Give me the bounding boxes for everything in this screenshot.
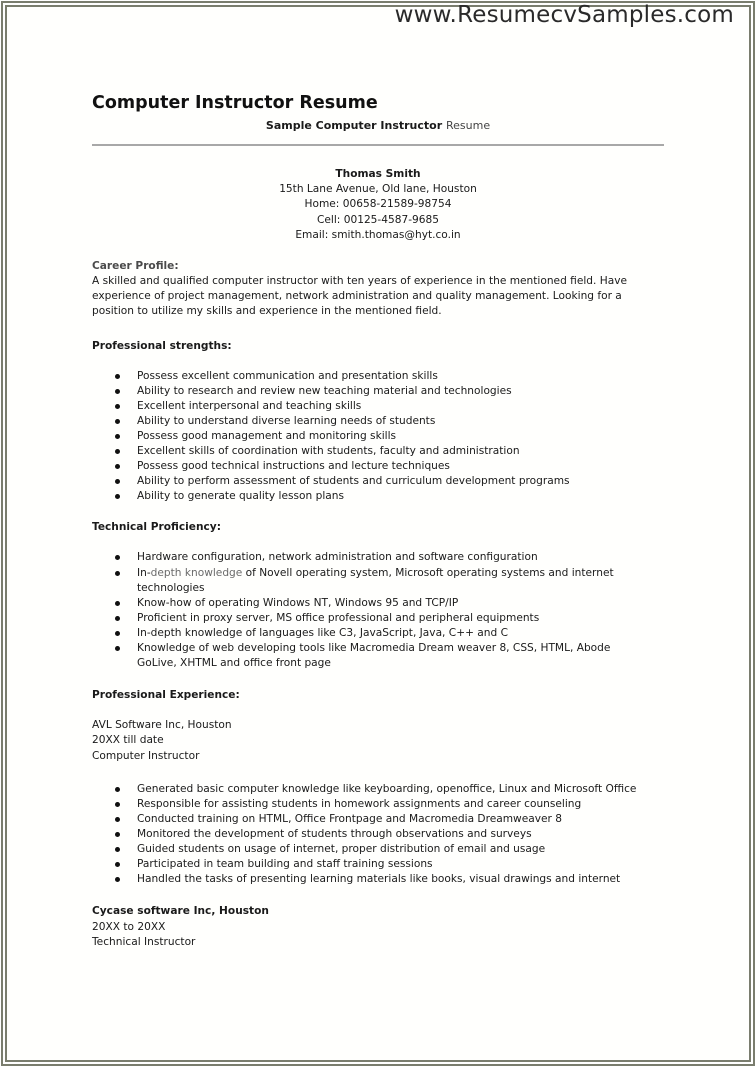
list-item: Participated in team building and staff training sessions [92, 857, 664, 872]
list-item: Possess good management and monitoring skills [92, 429, 664, 444]
experience-heading: Professional Experience: [92, 689, 240, 702]
strengths-list [92, 369, 664, 505]
text-rest: of Novell operating system, Microsoft operating systems and internet technologies [137, 566, 614, 594]
list-item: Responsible for assisting students in homework assignments and career counseling [92, 797, 664, 812]
list-item: Possess excellent communication and presentation skills [92, 369, 664, 384]
contact-home-phone: Home: 00658-21589-98754 [304, 198, 452, 211]
resume-document [92, 92, 664, 950]
list-item: Ability to understand diverse learning needs of students [92, 414, 664, 429]
list-item: Knowledge of web developing tools like Macromedia Dream weaver 8, CSS, HTML, Abode GoLive, XHTML and office front page [92, 641, 664, 671]
job-company: AVL Software Inc, Houston [92, 719, 232, 732]
technical-list [92, 550, 664, 671]
watermark-url: www.ResumecvSamples.com [394, 2, 734, 28]
list-item: Possess good technical instructions and lecture techniques [92, 459, 664, 474]
list-item: Ability to perform assessment of students and curriculum development programs [92, 474, 664, 489]
list-item: Excellent skills of coordination with students, faculty and administration [92, 444, 664, 459]
career-profile-section [92, 259, 664, 320]
subtitle-bold: Sample Computer Instructor [265, 119, 443, 132]
job-role: Computer Instructor [92, 749, 200, 762]
strengths-heading: Professional strengths: [92, 339, 232, 352]
list-item: Proficient in proxy server, MS office professional and peripheral equipments [92, 611, 664, 626]
list-item: Generated basic computer knowledge like keyboarding, openoffice, Linux and Microsoft Office [92, 782, 664, 797]
experience-section [92, 688, 664, 950]
list-item: Guided students on usage of internet, proper distribution of email and usage [92, 842, 664, 857]
list-item: Conducted training on HTML, Office Frontpage and Macromedia Dreamweaver 8 [92, 812, 664, 827]
job-dates: 20XX to 20XX [92, 920, 166, 933]
contact-block [92, 167, 664, 243]
list-item: Ability to generate quality lesson plans [92, 489, 664, 504]
strengths-section [92, 339, 664, 505]
job-duties-list [92, 782, 664, 888]
list-item: Know-how of operating Windows NT, Windows 95 and TCP/IP [92, 596, 664, 611]
page-title: Computer Instructor Resume [92, 93, 378, 113]
contact-cell-phone: Cell: 00125-4587-9685 [316, 213, 439, 226]
list-item: Ability to research and review new teaching material and technologies [92, 384, 664, 399]
career-profile-text: A skilled and qualified computer instructor with ten years of experience in the mentioned field. Have experience of project management, network administration and quality management. Looking for a position to utilize my skills and experience in the mentioned field. [92, 275, 627, 318]
candidate-name: Thomas Smith [335, 168, 421, 180]
list-item: Excellent interpersonal and teaching skills [92, 399, 664, 414]
job-entry [92, 904, 664, 950]
job-dates: 20XX till date [92, 734, 164, 747]
career-profile-heading: Career Profile: [92, 260, 179, 273]
list-item: Monitored the development of students through observations and surveys [92, 827, 664, 842]
text-prefix: In- [137, 566, 151, 579]
subtitle-light: Resume [446, 119, 491, 132]
list-item: Handled the tasks of presenting learning materials like books, visual drawings and internet [92, 872, 664, 887]
page-subtitle [92, 118, 664, 134]
job-role: Technical Instructor [92, 935, 196, 948]
list-item: In-depth knowledge of languages like C3, JavaScript, Java, C++ and C [92, 626, 664, 641]
list-item [92, 566, 664, 596]
job-company: Cycase software Inc, Houston [92, 905, 269, 918]
highlighted-phrase: depth knowledge [150, 566, 243, 579]
technical-section [92, 520, 664, 671]
list-item: Hardware configuration, network administration and software configuration [92, 550, 664, 565]
contact-address: 15th Lane Avenue, Old lane, Houston [279, 183, 477, 196]
technical-heading: Technical Proficiency: [92, 521, 221, 534]
header-divider [92, 144, 664, 146]
contact-email: Email: smith.thomas@hyt.co.in [295, 228, 461, 241]
job-entry [92, 718, 664, 887]
